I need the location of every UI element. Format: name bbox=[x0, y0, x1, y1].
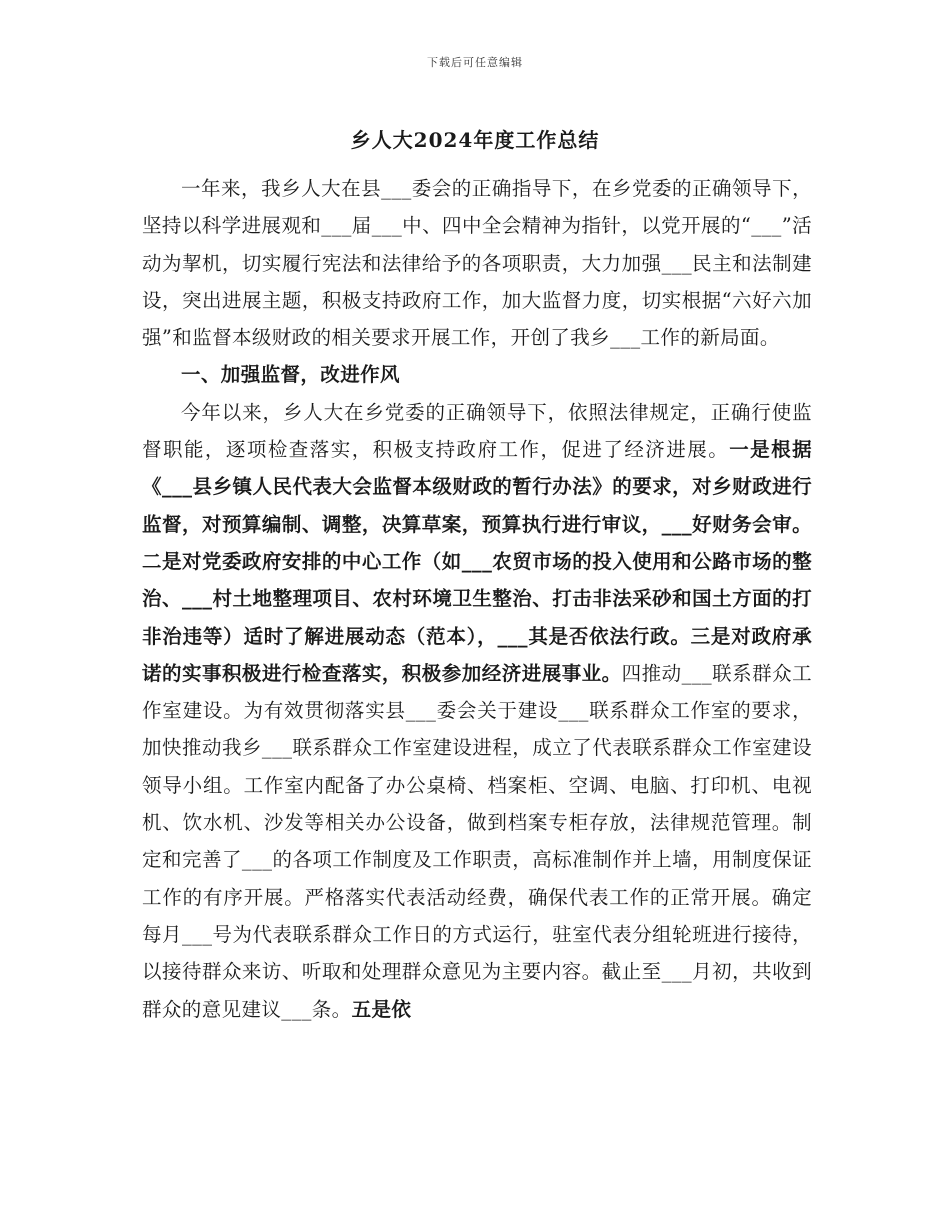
page-header-note: 下载后可任意编辑 bbox=[427, 56, 523, 69]
document-body bbox=[142, 170, 812, 1028]
section-paragraph-tail-text: 四推动___联系群众工作室建设。为有效贯彻落实县___委会关于建设___联系群众工作室的要求，加快推动我乡___联系群众工作室建设进程，成立了代表联系群众工作室建设领导小组。工作室内配备了办公桌椅、档案柜、空调、电脑、打印机、电视机、饮水机、沙发等相关办公设备，做到档案专柜存放，法律规范管理。制定和完善了___的各项工作制度及工作职责，高标准制作并上墙，用制度保证工作的有序开展。严格落实代表活动经费，确保代表工作的正常开展。确定每月___号为代表联系群众工作日的方式运行，驻室代表分组轮班进行接待，以接待群众来访、听取和处理群众意见为主要内容。截止至___月初，共收到群众的意见建议___条。 bbox=[142, 661, 812, 1021]
section-paragraph bbox=[142, 394, 812, 1028]
intro-paragraph: 一年来，我乡人大在县___委会的正确指导下，在乡党委的正确领导下，坚持以科学进展观和___届___中、四中全会精神为指针，以党开展的“___”活动为挈机，切实履行宪法和法律给予的各项职责，大力加强___民主和法制建设，突出进展主题，积极支持政府工作，加大监督力度，切实根据“六好六加强”和监督本级财政的相关要求开展工作，开创了我乡___工作的新局面。 bbox=[142, 177, 812, 350]
section-paragraph-text: 今年以来，乡人大在乡党委的正确领导下，依照法律规定，正确行使监督职能，逐项检查落实，积极支持政府工作，促进了经济进展。 bbox=[142, 400, 812, 462]
section-heading: 一、加强监督，改进作风 bbox=[181, 363, 400, 387]
document-title: 乡人大2024年度工作总结 bbox=[350, 128, 600, 152]
section-paragraph-end-bold-text: 五是依 bbox=[351, 997, 412, 1021]
section-paragraph-bold-text: 一是根据《___县乡镇人民代表大会监督本级财政的暂行办法》的要求，对乡财政进行监督，对预算编制、调整，决算草案，预算执行进行审议，___好财务会审。二是对党委政府安排的中心工作（如___农贸市场的投入使用和公路市场的整治、___村土地整理项目、农村环境卫生整治、打击非法采砂和国土方面的打非治违等）适时了解进展动态（范本），___其是否依法行政。三是对政府承诺的实事积极进行检查落实，积极参加经济进展事业。 bbox=[142, 438, 812, 685]
